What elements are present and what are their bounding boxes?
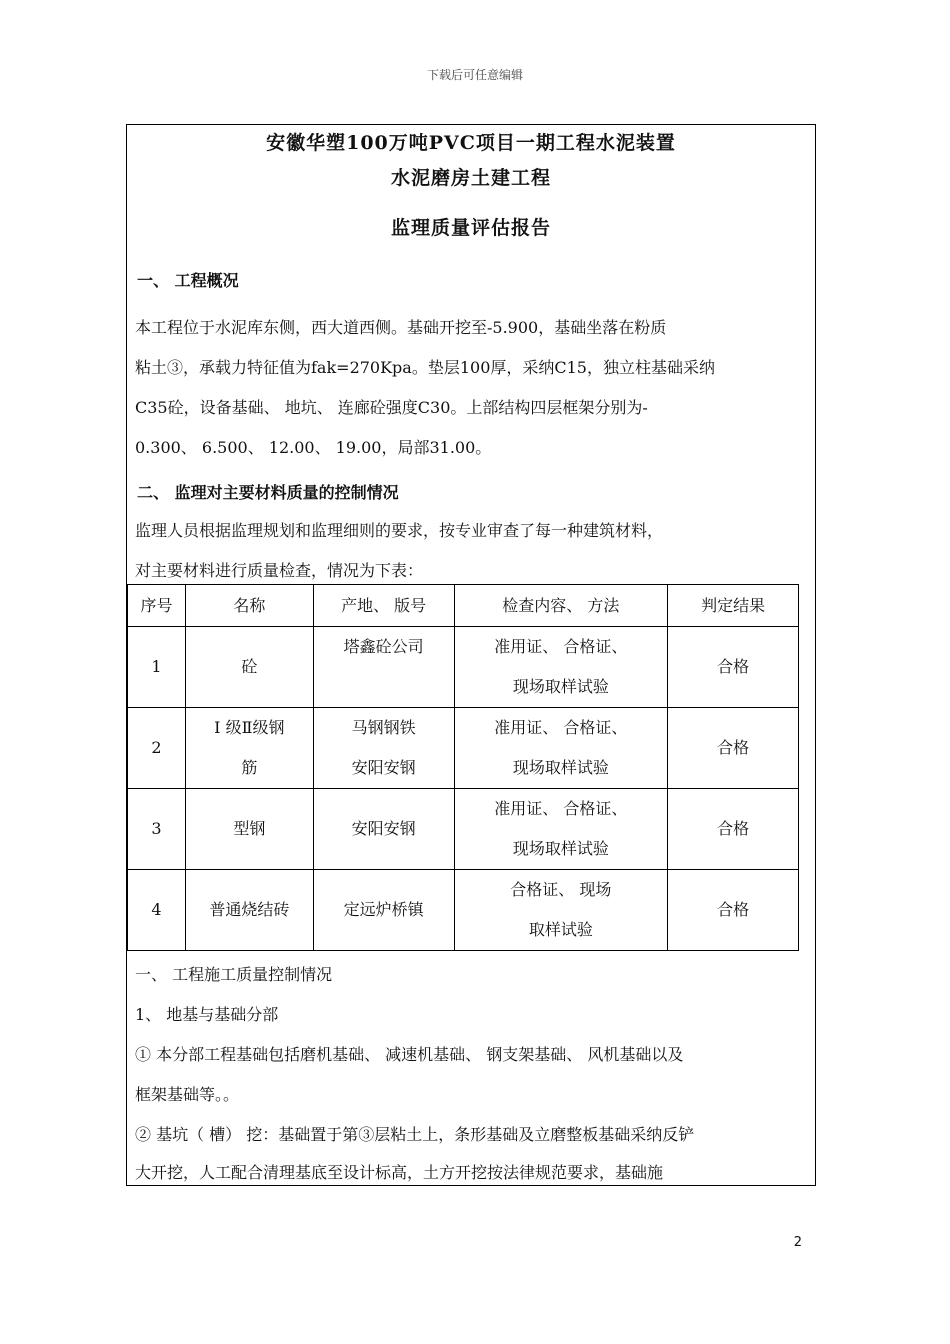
row-check (454, 627, 668, 708)
report-frame (126, 124, 816, 1186)
section-2-line: 监理人员根据监理规划和监理细则的要求，按专业审查了每一种建筑材料， (135, 521, 664, 540)
row-check-line: 现场取样试验 (512, 677, 609, 696)
row-check-line: 准用证、 合格证、 (494, 718, 628, 737)
item-1-line: 框架基础等。。 (135, 1085, 240, 1104)
row-origin-line: 马钢钢铁 (351, 718, 416, 737)
section-3-heading: 一、 工程施工质量控制情况 (135, 965, 333, 984)
table-header-row (128, 585, 799, 627)
row-name (185, 870, 313, 951)
row-name-line: Ⅰ 级Ⅱ级钢 (214, 718, 285, 737)
row-origin-line: 安阳安钢 (351, 758, 416, 777)
row-origin (313, 789, 454, 870)
row-no: 1 (128, 627, 186, 708)
header-cell: 判定结果 (668, 585, 799, 627)
subsection-heading: 1、 地基与基础分部 (135, 1005, 279, 1024)
row-check-line: 准用证、 合格证、 (494, 799, 628, 818)
row-check (454, 789, 668, 870)
title-line-1: 安徽华塑100万吨PVC项目一期工程水泥装置 (266, 132, 676, 154)
section-1-line: 本工程位于水泥库东侧，西大道西侧。基础开挖至-5.900，基础坐落在粉质 (135, 318, 667, 337)
row-origin (313, 708, 454, 789)
row-check-line: 现场取样试验 (512, 839, 609, 858)
table-row (128, 870, 799, 951)
row-no: 4 (128, 870, 186, 951)
header-cell: 检查内容、 方法 (454, 585, 668, 627)
row-origin (313, 870, 454, 951)
row-check-line: 取样试验 (528, 920, 593, 939)
row-origin-line: 安阳安钢 (351, 819, 416, 838)
row-name-line: 砼 (241, 657, 258, 676)
row-name (185, 627, 313, 708)
item-2-line: ② 基坑（ 槽） 挖：基础置于第③层粘土上，条形基础及立磨整板基础采纳反铲 (135, 1125, 695, 1144)
row-origin-line: 定远炉桥镇 (343, 900, 424, 919)
row-name-line: 型钢 (233, 819, 266, 838)
row-no: 2 (128, 708, 186, 789)
row-origin (313, 627, 454, 708)
row-origin-line: 塔鑫砼公司 (343, 637, 424, 656)
row-check (454, 870, 668, 951)
header-note: 下载后可任意编辑 (426, 68, 523, 82)
header-cell: 名称 (185, 585, 313, 627)
row-check (454, 708, 668, 789)
header-cell: 序号 (128, 585, 186, 627)
section-1-line: C35砼，设备基础、 地坑、 连廊砼强度C30。上部结构四层框架分别为- (135, 398, 648, 417)
row-check-line: 现场取样试验 (512, 758, 609, 777)
title-line-3: 监理质量评估报告 (390, 217, 551, 239)
row-name-line: 普通烧结砖 (209, 900, 290, 919)
row-check-line: 准用证、 合格证、 (494, 637, 628, 656)
title-line-2: 水泥磨房土建工程 (390, 167, 551, 189)
table-row (128, 627, 799, 708)
page-number: 2 (793, 1235, 802, 1250)
table-row (128, 789, 799, 870)
section-2-heading: 二、 监理对主要材料质量的控制情况 (137, 483, 399, 502)
row-name-line: 筋 (241, 758, 258, 777)
materials-table (127, 584, 799, 951)
row-result: 合格 (668, 789, 799, 870)
row-no: 3 (128, 789, 186, 870)
item-2-line: 大开挖，人工配合清理基底至设计标高，土方开挖按法律规范要求，基础施 (135, 1163, 664, 1182)
row-name (185, 789, 313, 870)
section-1-line: 粘土③，承载力特征值为fak=270Kpa。垫层100厚，采纳C15，独立柱基础采纳 (135, 358, 715, 377)
header-cell: 产地、 版号 (313, 585, 454, 627)
section-2-line: 对主要材料进行质量检查，情况为下表： (135, 561, 424, 580)
row-check-line: 合格证、 现场 (510, 880, 612, 899)
section-1-line: 0.300、 6.500、 12.00、 19.00，局部31.00。 (135, 438, 492, 457)
row-result: 合格 (668, 870, 799, 951)
row-result: 合格 (668, 627, 799, 708)
row-name (185, 708, 313, 789)
item-1-line: ① 本分部工程基础包括磨机基础、 减速机基础、 钢支架基础、 风机基础以及 (135, 1045, 684, 1064)
table-row (128, 708, 799, 789)
section-1-heading: 一、 工程概况 (137, 271, 239, 290)
row-result: 合格 (668, 708, 799, 789)
